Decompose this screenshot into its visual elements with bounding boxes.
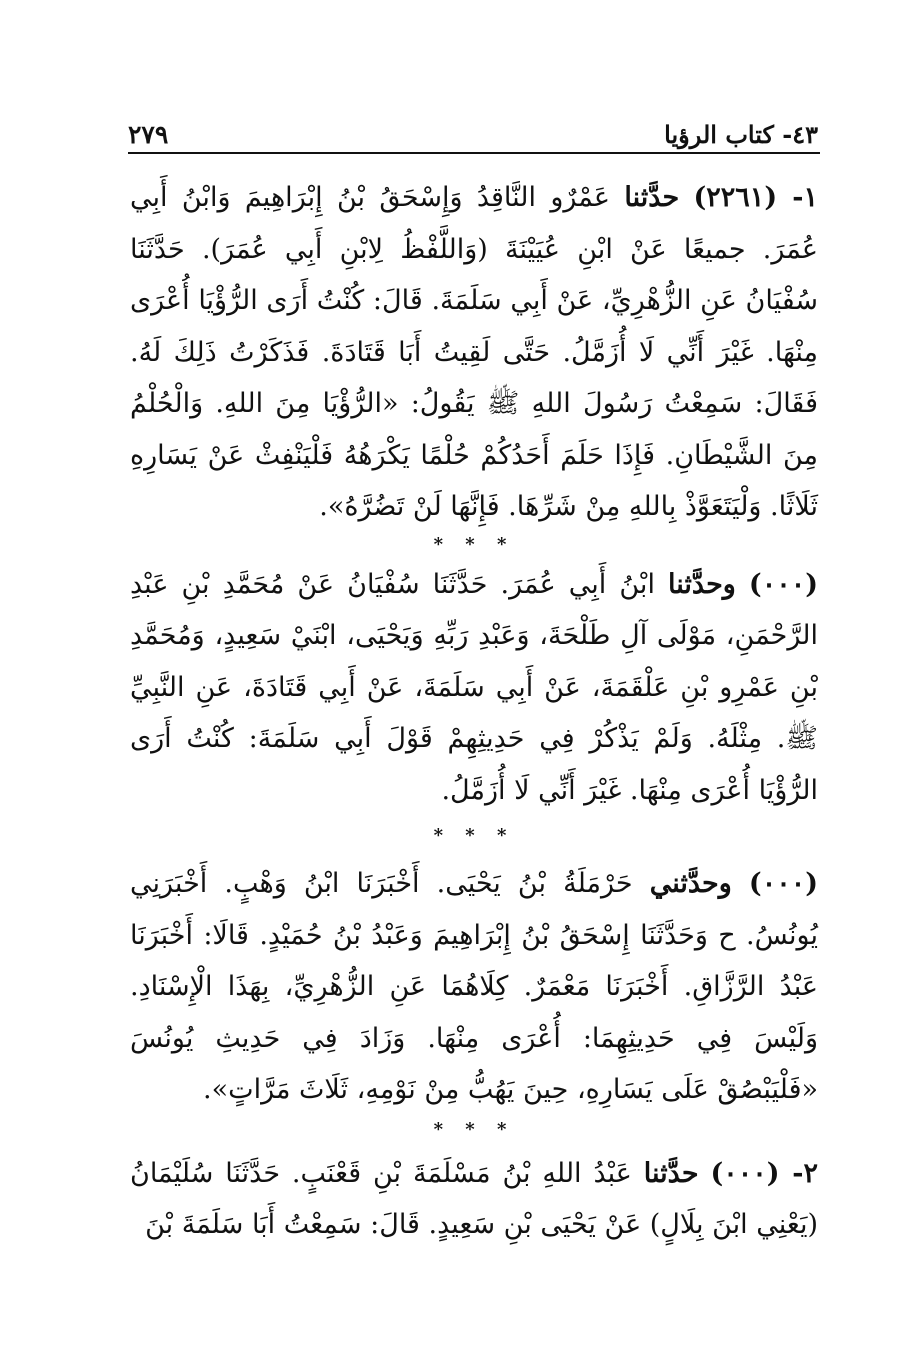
hadith-number: ١- (٢٢٦١) [693, 182, 818, 213]
hadith-number: ٢- (٠٠٠) [710, 1157, 818, 1189]
hadith-lead-word: وحدَّثني [649, 868, 732, 899]
page-header [128, 110, 818, 150]
hadith-number: (٠٠٠) [748, 868, 818, 899]
hadith-paragraph-4 [130, 1148, 818, 1251]
hadith-lead-word: وحدَّثنا [668, 568, 736, 600]
hadith-text: ابْنُ أَبِي عُمَرَ. حَدَّثَنَا سُفْيَانُ عَنْ مُحَمَّدِ بْنِ عَبْدِ الرَّحْمَنِ، مَوْلَى آلِ طَلْحَةَ، وَعَبْدِ رَبِّهِ وَيَحْيَى، ابْنَيْ سَعِيدٍ، وَمُحَمَّدِ بْنِ عَمْرِو بْنِ عَلْقَمَةَ، عَنْ أَبِي سَلَمَةَ، عَنْ أَبِي قَتَادَةَ، عَنِ النَّبِيِّ ﷺ. مِثْلَهُ. وَلَمْ يَذْكُرْ فِي حَدِيثِهِمْ قَوْلَ أَبِي سَلَمَةَ: كُنْتُ أَرَى الرُّؤْيَا أُعْرَى مِنْهَا. غَيْرَ أَنِّي لَا أُزَمَّلُ. [130, 568, 818, 806]
page-body [130, 172, 818, 1251]
hadith-paragraph-1 [130, 172, 818, 533]
hadith-lead-word: حدَّثنا [643, 1157, 699, 1189]
chapter-title: ٤٣- كتاب الرؤيا [664, 120, 818, 149]
section-separator: * * * [433, 825, 515, 846]
hadith-lead-word: حدَّثنا [624, 182, 680, 213]
hadith-paragraph-2 [130, 559, 818, 817]
section-separator: * * * [433, 533, 515, 555]
section-separator: * * * [433, 1118, 515, 1140]
hadith-paragraph-3 [130, 858, 818, 1116]
hadith-text: عَمْرٌو النَّاقِدُ وَإِسْحَقُ بْنُ إِبْرَاهِيمَ وَابْنُ أَبِي عُمَرَ. جميعًا عَنْ ابْنِ عُيَيْنَةَ (وَاللَّفْظُ لِابْنِ أَبِي عُمَرَ). حَدَّثَنَا سُفْيَانُ عَنِ الزُّهْرِيِّ، عَنْ أَبِي سَلَمَةَ. قَالَ: كُنْتُ أَرَى الرُّؤْيَا أُعْرَى مِنْهَا. غَيْرَ أَنِّي لَا أُزَمَّلُ. حَتَّى لَقِيتُ أَبَا قَتَادَةَ. فَذَكَرْتُ ذَلِكَ لَهُ. فَقَالَ: سَمِعْتُ رَسُولَ اللهِ ﷺ يَقُولُ: «الرُّؤْيَا مِنَ اللهِ. وَالْحُلْمُ مِنَ الشَّيْطَانِ. فَإِذَا حَلَمَ أَحَدُكُمْ حُلْمًا يَكْرَهُهُ فَلْيَنْفِثْ عَنْ يَسَارِهِ ثَلَاثًا. وَلْيَتَعَوَّذْ بِاللهِ مِنْ شَرِّهَا. فَإِنَّهَا لَنْ تَضُرَّهُ». [130, 182, 819, 522]
hadith-text: حَرْمَلَةُ بْنُ يَحْيَى. أَخْبَرَنَا ابْنُ وَهْبٍ. أَخْبَرَنِي يُونُسُ. ح وَحَدَّثَنَا إِسْحَقُ بْنُ إِبْرَاهِيمَ وَعَبْدُ بْنُ حُمَيْدٍ. قَالَا: أَخْبَرَنَا عَبْدُ الرَّزَّاقِ. أَخْبَرَنَا مَعْمَرٌ. كِلَاهُمَا عَنِ الزُّهْرِيِّ، بِهَذَا الْإِسْنَادِ. وَلَيْسَ فِي حَدِيثِهِمَا: أُعْرَى مِنْهَا. وَزَادَ فِي حَدِيثِ يُونُسَ «فَلْيَبْصُقْ عَلَى يَسَارِهِ، حِينَ يَهُبُّ مِنْ نَوْمِهِ، ثَلَاثَ مَرَّاتٍ». [130, 868, 818, 1105]
header-rule [128, 152, 820, 154]
hadith-text: عَبْدُ اللهِ بْنُ مَسْلَمَةَ بْنِ قَعْنَبٍ. حَدَّثَنَا سُلَيْمَانُ (يَعْنِي ابْنَ بِلَالٍ) عَنْ يَحْيَى بْنِ سَعِيدٍ. قَالَ: سَمِعْتُ أَبَا سَلَمَةَ بْنَ [130, 1157, 818, 1240]
hadith-number: (٠٠٠) [748, 568, 818, 600]
page-number: ٢٧٩ [128, 120, 169, 149]
